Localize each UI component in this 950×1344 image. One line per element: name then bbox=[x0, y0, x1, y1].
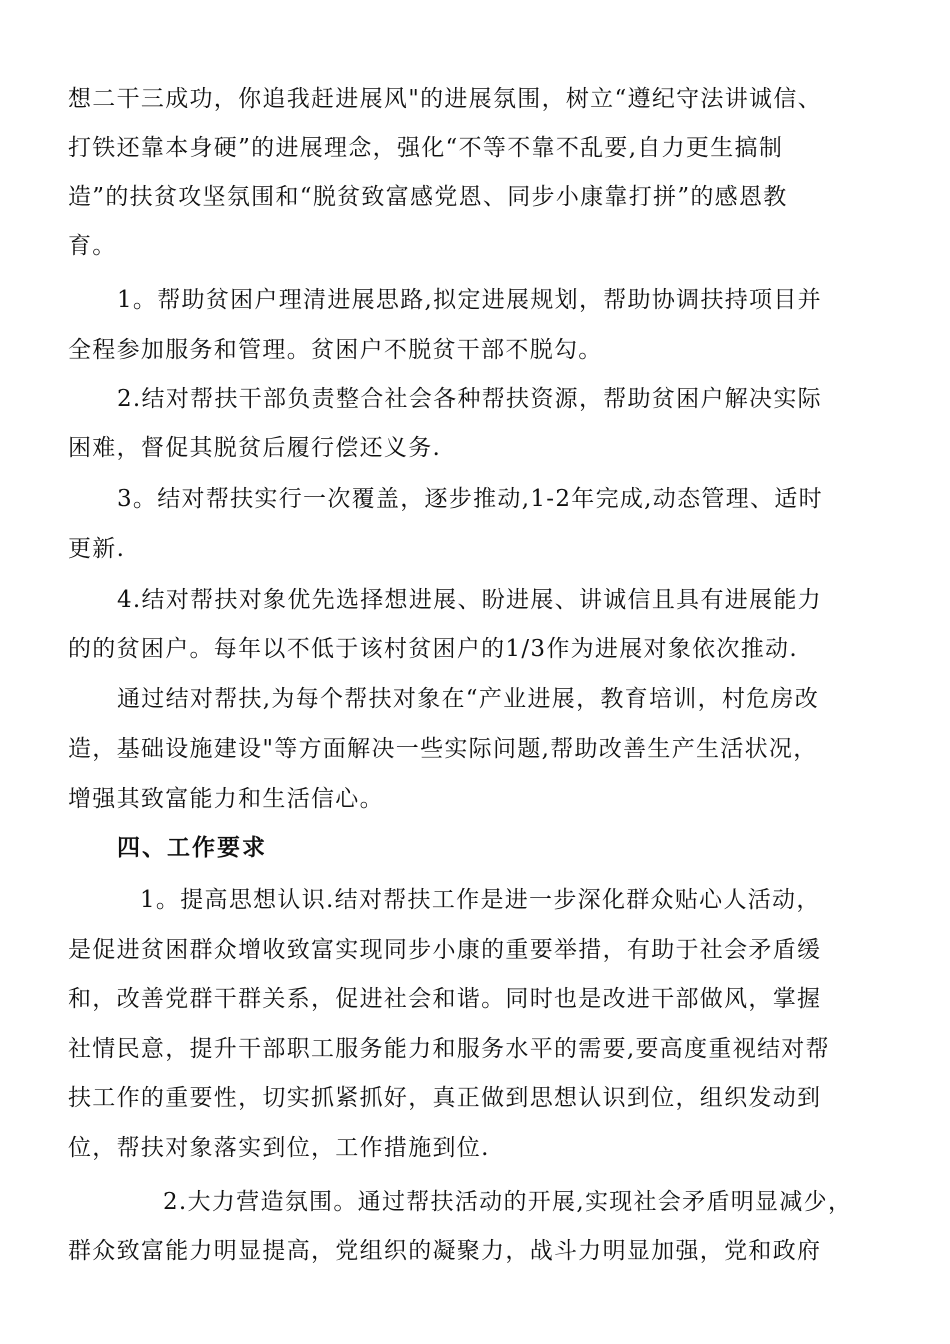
text-line: 1。提高思想认识.结对帮扶工作是进一步深化群众贴心人活动， bbox=[140, 887, 821, 913]
text-line: 困难，督促其脱贫后履行偿还义务. bbox=[68, 435, 442, 461]
text-line: 育。 bbox=[68, 233, 117, 259]
text-line: 3。结对帮扶实行一次覆盖，逐步推动,1-2年完成,动态管理、适时 bbox=[117, 486, 823, 512]
text-line: 全程参加服务和管理。贫困户不脱贫干部不脱勾。 bbox=[68, 337, 603, 363]
text-line: 和，改善党群干群关系，促进社会和谐。同时也是改进干部做风，掌握 bbox=[68, 986, 822, 1012]
text-line: 2.结对帮扶干部负责整合社会各种帮扶资源，帮助贫困户解决实际 bbox=[117, 386, 822, 412]
text-line: 通过结对帮扶,为每个帮扶对象在“产业进展，教育培训，村危房改 bbox=[117, 686, 820, 712]
text-line: 是促进贫困群众增收致富实现同步小康的重要举措，有助于社会矛盾缓 bbox=[68, 937, 822, 963]
text-line: 更新. bbox=[68, 536, 126, 562]
text-line: 造”的扶贫攻坚氛围和“脱贫致富感党恩、同步小康靠打拼”的感恩教 bbox=[68, 184, 788, 210]
section-heading: 四、工作要求 bbox=[117, 835, 267, 861]
text-line: 的的贫困户。每年以不低于该村贫困户的1/3作为进展对象依次推动. bbox=[68, 636, 798, 662]
text-line: 社情民意，提升干部职工服务能力和服务水平的需要,要高度重视结对帮 bbox=[68, 1036, 830, 1062]
text-line: 想二干三成功，你追我赶进展风"的进展氛围，树立“遵纪守法讲诚信、 bbox=[68, 86, 822, 112]
text-line: 增强其致富能力和生活信心。 bbox=[68, 786, 384, 812]
text-line: 位，帮扶对象落实到位，工作措施到位. bbox=[68, 1135, 490, 1161]
text-line: 4.结对帮扶对象优先选择想进展、盼进展、讲诚信且具有进展能力 bbox=[117, 587, 822, 613]
text-line: 1。帮助贫困户理清进展思路,拟定进展规划，帮助协调扶持项目并 bbox=[117, 287, 822, 313]
text-line: 打铁还靠本身硬”的进展理念，强化“不等不靠不乱要,自力更生搞制 bbox=[68, 135, 784, 161]
text-line: 2.大力营造氛围。通过帮扶活动的开展,实现社会矛盾明显减少， bbox=[163, 1189, 853, 1215]
text-line: 扶工作的重要性，切实抓紧抓好，真正做到思想认识到位，组织发动到 bbox=[68, 1085, 822, 1111]
text-line: 群众致富能力明显提高，党组织的凝聚力，战斗力明显加强，党和政府 bbox=[68, 1238, 822, 1264]
text-line: 造，基础设施建设"等方面解决一些实际问题,帮助改善生产生活状况， bbox=[68, 736, 818, 762]
